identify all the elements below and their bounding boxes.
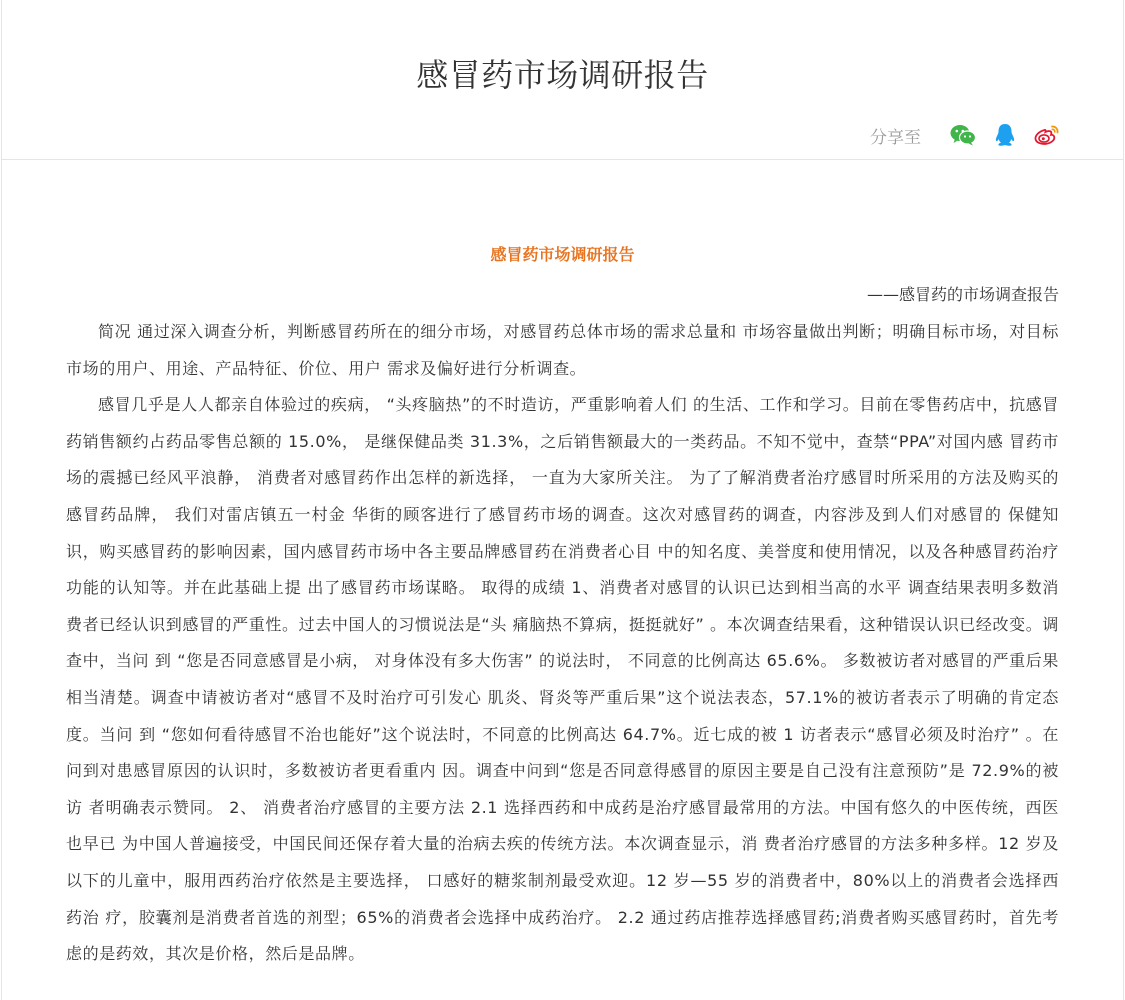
qq-icon: [994, 123, 1016, 147]
page-title: 感冒药市场调研报告: [416, 56, 709, 94]
wechat-icon: [950, 124, 976, 146]
share-label: 分享至: [870, 127, 921, 148]
weibo-icon: [1034, 124, 1060, 146]
document-body: [66, 240, 1059, 973]
document-title: 感冒药市场调研报告: [490, 245, 635, 264]
page-header: [2, 0, 1123, 160]
page: [1, 0, 1124, 1000]
share-qq-button[interactable]: [991, 121, 1019, 149]
share-wechat-button[interactable]: [949, 121, 977, 149]
paragraph-summary: 简况 通过深入调查分析，判断感冒药所在的细分市场，对感冒药总体市场的需求总量和 市场容量做出判断；明确目标市场，对目标市场的用户、用途、产品特征、价位、用户 需求及偏好进行分析调查。: [66, 322, 1059, 378]
paragraph-body: 感冒几乎是人人都亲自体验过的疾病， “头疼脑热”的不时造访，严重影响着人们 的生活、工作和学习。目前在零售药店中，抗感冒药销售额约占药品零售总额的 15.0%， 是继保健品类 31.3%，之后销售额最大的一类药品。不知不觉中，查禁“PPA”对国内感 冒药市场的震撼已经风平浪静， 消费者对感冒药作出怎样的新选择， 一直为大家所关注。 为了了解消费者治疗感冒时所采用的方法及购买的感冒药品牌， 我们对雷店镇五一村金 华街的顾客进行了感冒药市场的调查。这次对感冒药的调查，内容涉及到人们对感冒的 保健知识，购买感冒药的影响因素，国内感冒药市场中各主要品牌感冒药在消费者心目 中的知名度、美誉度和使用情况，以及各种感冒药治疗功能的认知等。并在此基础上提 出了感冒药市场谋略。 取得的成绩 1、消费者对感冒的认识已达到相当高的水平 调查结果表明多数消费者已经认识到感冒的严重性。过去中国人的习惯说法是“头 痛脑热不算病，挺挺就好” 。本次调查结果看，这种错误认识已经改变。调查中，当问 到 “您是否同意感冒是小病， 对身体没有多大伤害” 的说法时， 不同意的比例高达 65.6%。 多数被访者对感冒的严重后果相当清楚。调查中请被访者对“感冒不及时治疗可引发心 肌炎、肾炎等严重后果”这个说法表态，57.1%的被访者表示了明确的肯定态度。当问 到 “您如何看待感冒不治也能好”这个说法时，不同意的比例高达 64.7%。近七成的被 1 访者表示“感冒必须及时治疗” 。在问到对患感冒原因的认识时，多数被访者更看重内 因。调查中问到“您是否同意得感冒的原因主要是自己没有注意预防”是 72.9%的被访 者明确表示赞同。 2、 消费者治疗感冒的主要方法 2.1 选择西药和中成药是治疗感冒最常用的方法。中国有悠久的中医传统，西医也早已 为中国人普遍接受，中国民间还保存着大量的治病去疾的传统方法。本次调查显示，消 费者治疗感冒的方法多种多样。12 岁及以下的儿童中，服用西药治疗依然是主要选择， 口感好的糖浆制剂最受欢迎。12 岁—55 岁的消费者中，80%以上的消费者会选择西药治 疗，胶囊剂是消费者首选的剂型；65%的消费者会选择中成药治疗。 2.2 通过药店推荐选择感冒药;消费者购买感冒药时，首先考虑的是药效，其次是价格，然后是品牌。: [66, 395, 1059, 964]
share-bar: [870, 121, 1061, 149]
document-subtitle: ——感冒药的市场调查报告: [866, 285, 1059, 304]
share-weibo-button[interactable]: [1033, 121, 1061, 149]
